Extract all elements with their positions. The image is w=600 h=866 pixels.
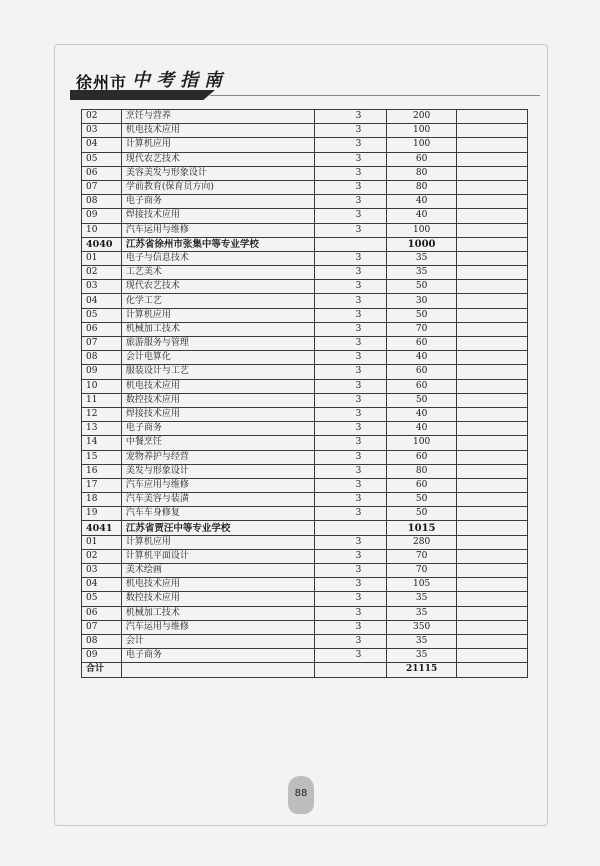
years-cell: 3 (315, 195, 387, 209)
code-cell: 01 (82, 251, 122, 265)
plan-cell: 60 (386, 337, 457, 351)
table-row (82, 549, 528, 563)
blank-cell (457, 393, 528, 407)
plan-cell: 280 (386, 535, 457, 549)
table-row (82, 195, 528, 209)
code-cell: 02 (82, 110, 122, 124)
plan-cell: 40 (386, 209, 457, 223)
years-cell: 3 (315, 606, 387, 620)
code-cell: 09 (82, 365, 122, 379)
table-row (82, 564, 528, 578)
name-cell: 化学工艺 (121, 294, 314, 308)
years-cell: 3 (315, 578, 387, 592)
blank-cell (457, 280, 528, 294)
name-cell (121, 663, 314, 677)
school-row (82, 521, 528, 535)
table-row (82, 634, 528, 648)
blank-cell (457, 549, 528, 563)
header-rule (210, 95, 540, 96)
plan-cell: 80 (386, 166, 457, 180)
plan-cell: 60 (386, 379, 457, 393)
years-cell: 3 (315, 422, 387, 436)
name-cell: 计算机应用 (121, 308, 314, 322)
name-cell: 现代农艺技术 (121, 152, 314, 166)
blank-cell (457, 649, 528, 663)
years-cell: 3 (315, 436, 387, 450)
code-cell: 12 (82, 407, 122, 421)
code-cell: 11 (82, 393, 122, 407)
page-number-tab (288, 776, 314, 814)
code-cell: 06 (82, 322, 122, 336)
years-cell: 3 (315, 393, 387, 407)
years-cell: 3 (315, 152, 387, 166)
plan-cell: 50 (386, 308, 457, 322)
table-row (82, 450, 528, 464)
name-cell: 汽车运用与维修 (121, 620, 314, 634)
name-cell: 数控技术应用 (121, 393, 314, 407)
years-cell: 3 (315, 634, 387, 648)
blank-cell (457, 464, 528, 478)
table-row (82, 124, 528, 138)
code-cell: 04 (82, 138, 122, 152)
code-cell: 13 (82, 422, 122, 436)
blank-cell (457, 308, 528, 322)
plan-cell: 35 (386, 266, 457, 280)
code-cell: 09 (82, 209, 122, 223)
table-row (82, 436, 528, 450)
years-cell: 3 (315, 649, 387, 663)
table-row (82, 337, 528, 351)
years-cell: 3 (315, 280, 387, 294)
years-cell: 3 (315, 223, 387, 237)
blank-cell (457, 407, 528, 421)
plan-cell: 50 (386, 393, 457, 407)
plan-cell: 35 (386, 251, 457, 265)
code-cell: 08 (82, 351, 122, 365)
table-row (82, 606, 528, 620)
plan-cell: 30 (386, 294, 457, 308)
code-cell: 18 (82, 493, 122, 507)
table-row (82, 351, 528, 365)
years-cell: 3 (315, 180, 387, 194)
years-cell (315, 663, 387, 677)
name-cell: 江苏省徐州市张集中等专业学校 (121, 237, 314, 251)
code-cell: 08 (82, 634, 122, 648)
plan-cell: 200 (386, 110, 457, 124)
plan-cell: 60 (386, 450, 457, 464)
name-cell: 美发与形象设计 (121, 464, 314, 478)
name-cell: 汽车运用与维修 (121, 223, 314, 237)
years-cell: 3 (315, 251, 387, 265)
plan-cell: 35 (386, 634, 457, 648)
plan-cell: 40 (386, 422, 457, 436)
name-cell: 电子商务 (121, 649, 314, 663)
header-city: 徐州市 (76, 73, 128, 92)
plan-cell: 21115 (386, 663, 457, 677)
table-row (82, 308, 528, 322)
code-cell: 03 (82, 124, 122, 138)
years-cell: 3 (315, 266, 387, 280)
table-row (82, 535, 528, 549)
name-cell: 美容美发与形象设计 (121, 166, 314, 180)
code-cell: 09 (82, 649, 122, 663)
code-cell: 10 (82, 223, 122, 237)
table-row (82, 209, 528, 223)
years-cell: 3 (315, 478, 387, 492)
table-row (82, 294, 528, 308)
blank-cell (457, 266, 528, 280)
blank-cell (457, 521, 528, 535)
blank-cell (457, 634, 528, 648)
code-cell: 04 (82, 578, 122, 592)
code-cell: 15 (82, 450, 122, 464)
blank-cell (457, 422, 528, 436)
name-cell: 汽车应用与维修 (121, 478, 314, 492)
years-cell: 3 (315, 138, 387, 152)
table-row (82, 110, 528, 124)
blank-cell (457, 478, 528, 492)
code-cell: 02 (82, 266, 122, 280)
plan-cell: 105 (386, 578, 457, 592)
years-cell: 3 (315, 450, 387, 464)
table-row (82, 578, 528, 592)
name-cell: 焊接技术应用 (121, 407, 314, 421)
table-row (82, 393, 528, 407)
name-cell: 电子商务 (121, 422, 314, 436)
name-cell: 计算机应用 (121, 535, 314, 549)
years-cell: 3 (315, 620, 387, 634)
code-cell: 17 (82, 478, 122, 492)
code-cell: 4041 (82, 521, 122, 535)
name-cell: 学前教育(保育员方向) (121, 180, 314, 194)
name-cell: 机电技术应用 (121, 379, 314, 393)
code-cell: 合计 (82, 663, 122, 677)
table-row (82, 223, 528, 237)
name-cell: 会计电算化 (121, 351, 314, 365)
plan-cell: 60 (386, 365, 457, 379)
blank-cell (457, 337, 528, 351)
code-cell: 04 (82, 294, 122, 308)
name-cell: 烹饪与营养 (121, 110, 314, 124)
blank-cell (457, 209, 528, 223)
years-cell: 3 (315, 464, 387, 478)
name-cell: 中餐烹饪 (121, 436, 314, 450)
code-cell: 07 (82, 180, 122, 194)
years-cell: 3 (315, 337, 387, 351)
blank-cell (457, 195, 528, 209)
blank-cell (457, 606, 528, 620)
code-cell: 07 (82, 337, 122, 351)
name-cell: 会计 (121, 634, 314, 648)
table-row (82, 138, 528, 152)
years-cell: 3 (315, 549, 387, 563)
name-cell: 机电技术应用 (121, 124, 314, 138)
code-cell: 10 (82, 379, 122, 393)
plan-cell: 100 (386, 138, 457, 152)
code-cell: 03 (82, 280, 122, 294)
name-cell: 旅游服务与管理 (121, 337, 314, 351)
name-cell: 电子商务 (121, 195, 314, 209)
page-number: 88 (294, 788, 308, 799)
plan-cell: 50 (386, 493, 457, 507)
name-cell: 工艺美术 (121, 266, 314, 280)
code-cell: 02 (82, 549, 122, 563)
years-cell (315, 237, 387, 251)
plan-cell: 70 (386, 549, 457, 563)
blank-cell (457, 294, 528, 308)
blank-cell (457, 578, 528, 592)
code-cell: 05 (82, 592, 122, 606)
name-cell: 机电技术应用 (121, 578, 314, 592)
table-row (82, 422, 528, 436)
blank-cell (457, 152, 528, 166)
school-row (82, 237, 528, 251)
table-row (82, 180, 528, 194)
plan-cell: 40 (386, 195, 457, 209)
name-cell: 美术绘画 (121, 564, 314, 578)
plan-cell: 40 (386, 407, 457, 421)
name-cell: 焊接技术应用 (121, 209, 314, 223)
blank-cell (457, 493, 528, 507)
blank-cell (457, 251, 528, 265)
plan-cell: 50 (386, 507, 457, 521)
blank-cell (457, 322, 528, 336)
years-cell: 3 (315, 294, 387, 308)
plan-cell: 100 (386, 436, 457, 450)
blank-cell (457, 663, 528, 677)
years-cell (315, 521, 387, 535)
blank-cell (457, 223, 528, 237)
plan-cell: 35 (386, 649, 457, 663)
years-cell: 3 (315, 493, 387, 507)
name-cell: 电子与信息技术 (121, 251, 314, 265)
table-row (82, 166, 528, 180)
plan-cell: 80 (386, 464, 457, 478)
code-cell: 06 (82, 166, 122, 180)
name-cell: 计算机平面设计 (121, 549, 314, 563)
years-cell: 3 (315, 507, 387, 521)
code-cell: 07 (82, 620, 122, 634)
years-cell: 3 (315, 308, 387, 322)
blank-cell (457, 379, 528, 393)
blank-cell (457, 351, 528, 365)
years-cell: 3 (315, 592, 387, 606)
name-cell: 汽车美容与装潢 (121, 493, 314, 507)
name-cell: 宠物养护与经营 (121, 450, 314, 464)
name-cell: 计算机应用 (121, 138, 314, 152)
table-row (82, 365, 528, 379)
years-cell: 3 (315, 535, 387, 549)
code-cell: 19 (82, 507, 122, 521)
table-row (82, 507, 528, 521)
plan-cell: 50 (386, 280, 457, 294)
plan-cell: 35 (386, 606, 457, 620)
years-cell: 3 (315, 124, 387, 138)
blank-cell (457, 564, 528, 578)
name-cell: 机械加工技术 (121, 606, 314, 620)
years-cell: 3 (315, 351, 387, 365)
enrollment-table (81, 109, 528, 678)
table-row (82, 649, 528, 663)
plan-cell: 60 (386, 478, 457, 492)
years-cell: 3 (315, 322, 387, 336)
page-header (70, 66, 540, 100)
code-cell: 14 (82, 436, 122, 450)
table-row (82, 280, 528, 294)
code-cell: 05 (82, 152, 122, 166)
plan-cell: 1000 (386, 237, 457, 251)
blank-cell (457, 620, 528, 634)
plan-cell: 1015 (386, 521, 457, 535)
years-cell: 3 (315, 407, 387, 421)
name-cell: 机械加工技术 (121, 322, 314, 336)
plan-cell: 35 (386, 592, 457, 606)
years-cell: 3 (315, 209, 387, 223)
name-cell: 汽车车身修复 (121, 507, 314, 521)
table-row (82, 322, 528, 336)
code-cell: 05 (82, 308, 122, 322)
code-cell: 01 (82, 535, 122, 549)
years-cell: 3 (315, 365, 387, 379)
table-row (82, 493, 528, 507)
total-row (82, 663, 528, 677)
years-cell: 3 (315, 166, 387, 180)
table-row (82, 152, 528, 166)
plan-cell: 350 (386, 620, 457, 634)
code-cell: 08 (82, 195, 122, 209)
years-cell: 3 (315, 110, 387, 124)
blank-cell (457, 535, 528, 549)
table-row (82, 620, 528, 634)
code-cell: 03 (82, 564, 122, 578)
plan-cell: 100 (386, 223, 457, 237)
blank-cell (457, 124, 528, 138)
table-row (82, 379, 528, 393)
plan-cell: 40 (386, 351, 457, 365)
years-cell: 3 (315, 379, 387, 393)
blank-cell (457, 166, 528, 180)
blank-cell (457, 436, 528, 450)
plan-cell: 70 (386, 564, 457, 578)
table-row (82, 266, 528, 280)
years-cell: 3 (315, 564, 387, 578)
blank-cell (457, 237, 528, 251)
table-row (82, 478, 528, 492)
table-row (82, 592, 528, 606)
blank-cell (457, 110, 528, 124)
code-cell: 06 (82, 606, 122, 620)
plan-cell: 80 (386, 180, 457, 194)
name-cell: 服装设计与工艺 (121, 365, 314, 379)
blank-cell (457, 592, 528, 606)
blank-cell (457, 180, 528, 194)
code-cell: 4040 (82, 237, 122, 251)
name-cell: 江苏省贾汪中等专业学校 (121, 521, 314, 535)
blank-cell (457, 138, 528, 152)
table-body (82, 110, 528, 678)
plan-cell: 60 (386, 152, 457, 166)
blank-cell (457, 507, 528, 521)
header-subtitle: 中考指南 (132, 70, 228, 91)
table-row (82, 407, 528, 421)
plan-cell: 70 (386, 322, 457, 336)
table-row (82, 464, 528, 478)
code-cell: 16 (82, 464, 122, 478)
blank-cell (457, 365, 528, 379)
blank-cell (457, 450, 528, 464)
name-cell: 现代农艺技术 (121, 280, 314, 294)
name-cell: 数控技术应用 (121, 592, 314, 606)
table-row (82, 251, 528, 265)
plan-cell: 100 (386, 124, 457, 138)
